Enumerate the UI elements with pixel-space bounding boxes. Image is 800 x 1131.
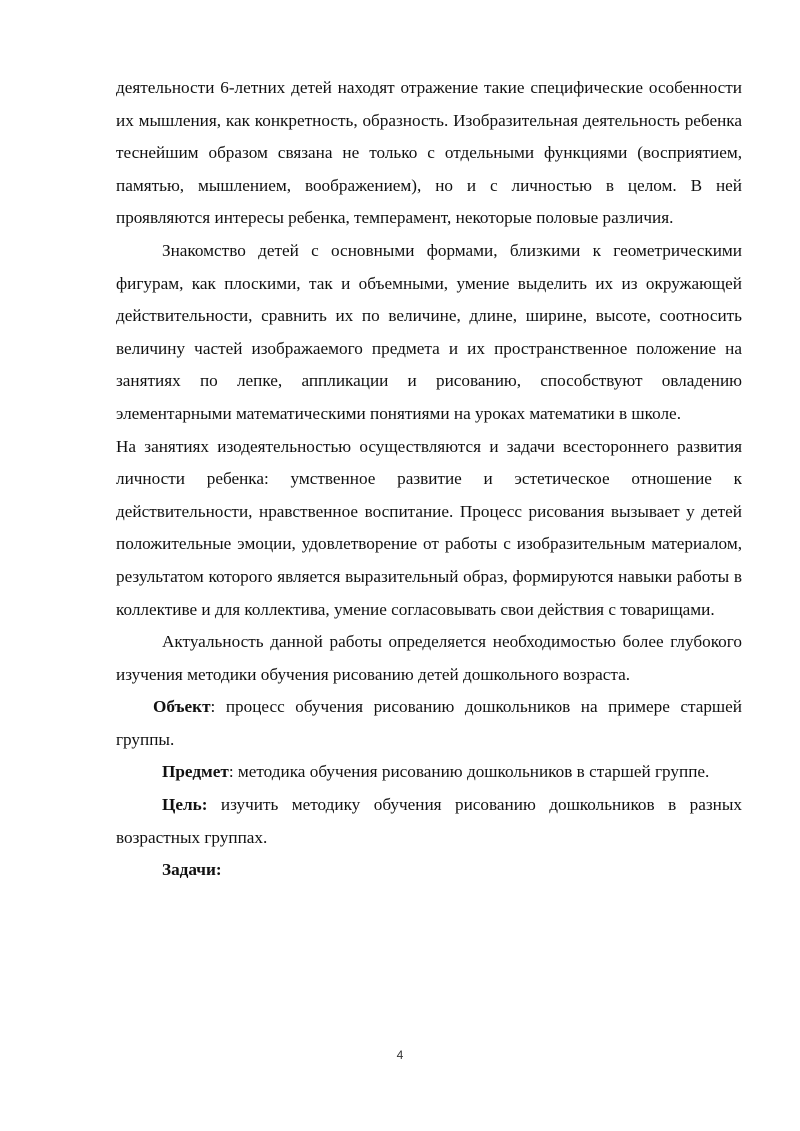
paragraph-2: Знакомство детей с основными формами, близкими к геометрическими фигурам, как плоскими, так и объемными, умение выделить их из окружающей действительности, сравнить их по величине, длине, ширине, высоте, соотносить величину частей изображаемого предмета и их пространственное положение на занятиях по лепке, аппликации и рисованию, способствуют овладению элементарными математическими понятиями на уроках математики в школе. (116, 240, 742, 423)
paragraph-1: деятельности 6-летних детей находят отражение такие специфические особенности их мышления, как конкретность, образность. Изобразительная деятельность ребенка теснейшим образом связана не только с отдельными функциями (восприятием, памятью, мышлением, воображением), но и с личностью в целом. В ней проявляются интересы ребенка, темперамент, некоторые половые различия. (116, 78, 742, 228)
object-label: Объект (153, 697, 211, 717)
subject-paragraph (116, 756, 742, 789)
page-number: 4 (396, 1048, 404, 1062)
paragraph-4: Актуальность данной работы определяется необходимостью более глубокого изучения методики обучения рисованию детей дошкольного возраста. (116, 632, 742, 684)
document-body (116, 72, 742, 887)
object-paragraph (116, 691, 742, 756)
goal-text: изучить методику обучения рисованию дошкольников в разных возрастных группах. (116, 795, 742, 847)
subject-text: : методика обучения рисованию дошкольников в старшей группе. (228, 762, 710, 782)
object-text: : процесс обучения рисованию дошкольников на примере старшей группы. (116, 697, 742, 749)
tasks-paragraph (116, 854, 742, 887)
paragraph-3: На занятиях изодеятельностью осуществляются и задачи всестороннего развития личности ребенка: умственное развитие и эстетическое отношение к действительности, нравственное воспитание. Процесс рисования вызывает у детей положительные эмоции, удовлетворение от работы с изобразительным материалом, результатом которого является выразительный образ, формируются навыки работы в коллективе и для коллектива, умение согласовывать свои действия с товарищами. (116, 436, 742, 619)
goal-label: Цель: (162, 795, 208, 815)
subject-label: Предмет (162, 762, 229, 782)
goal-paragraph (116, 789, 742, 854)
tasks-label: Задачи: (162, 860, 222, 880)
